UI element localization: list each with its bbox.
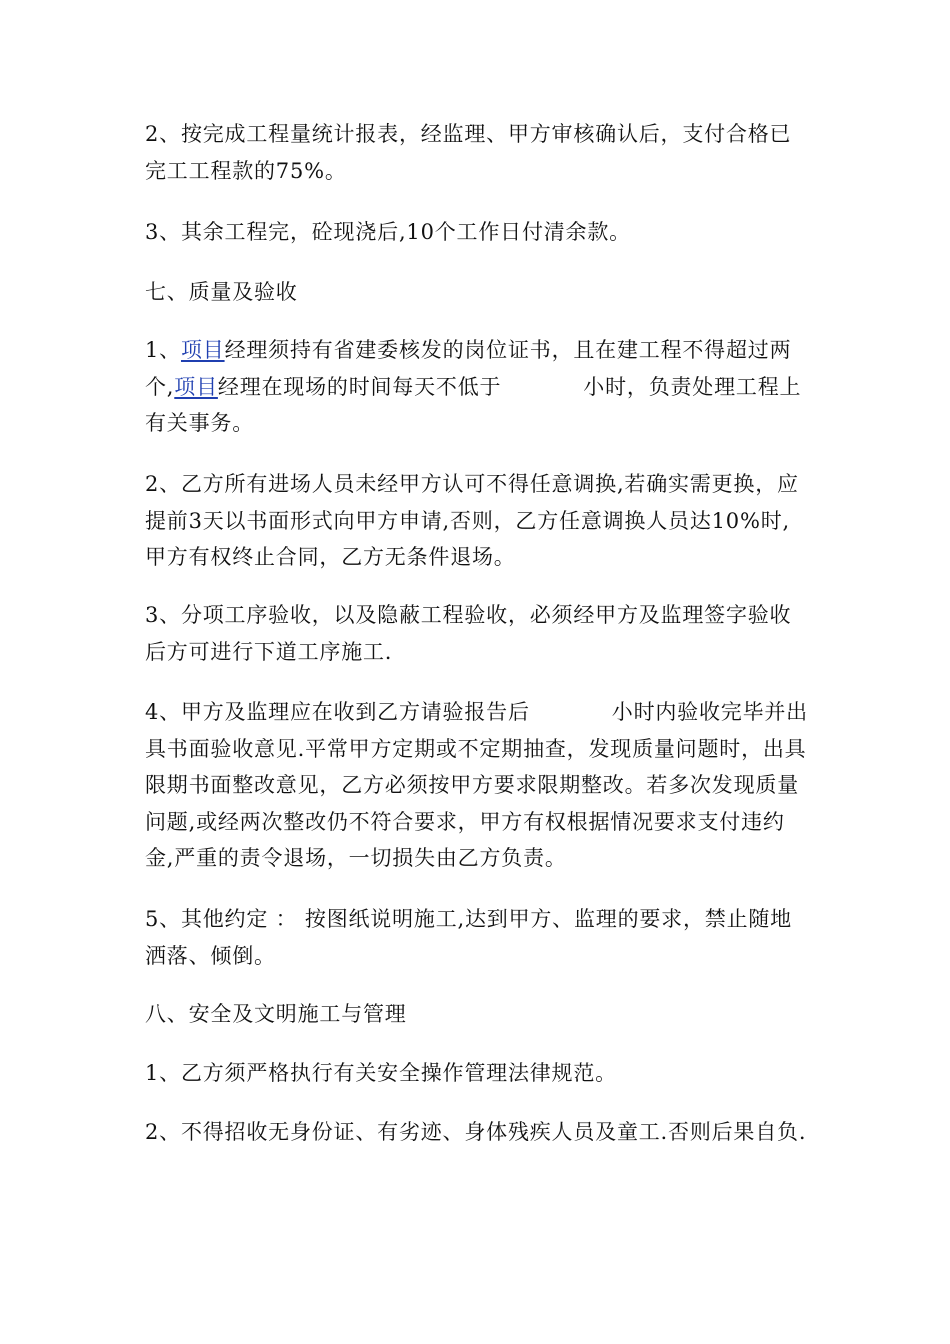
clause-text: 经理在现场的时间每天不低于	[217, 374, 502, 399]
section-7-heading: 七、质量及验收	[145, 280, 298, 304]
section-8-item-2: 2、不得招收无身份证、有劣迹、身体残疾人员及童工.否则后果自负.	[145, 1120, 807, 1144]
section-7-item-2: 2、乙方所有进场人员未经甲方认可不得任意调换,若确实需更换，应提前3天以书面形式向甲方申请,否则，乙方任意调换人员达10%时,甲方有权终止合同，乙方无条件退场。	[145, 472, 799, 569]
item-number: 1、	[145, 338, 181, 362]
payment-clause-3: 3、其余工程完，砼现浇后,10个工作日付清余款。	[145, 220, 631, 244]
clause-text: 小时内验收完毕并出具书面验收意见.平常甲方定期或不定期抽查，发现质量问题时，出具限期书面整改意见，乙方必须按甲方要求限期整改。若多次发现质量问题,或经两次整改仍不符合要求，甲方有权根据情况要求支付违约金,严重的责令退场，一切损失由乙方负责。	[145, 700, 808, 870]
section-8-item-1: 1、乙方须严格执行有关安全操作管理法律规范。	[145, 1061, 617, 1085]
clause-text: 小时，负责处理工程上有关事务。	[145, 374, 802, 435]
section-7-item-1	[145, 332, 810, 442]
payment-clause-2: 2、按完成工程量统计报表，经监理、甲方审核确认后，支付合格已完工工程款的75%。	[145, 122, 792, 183]
section-7-item-3: 3、分项工序验收，以及隐蔽工程验收，必须经甲方及监理签字验收后方可进行下道工序施工.	[145, 603, 792, 664]
section-8-heading: 八、安全及文明施工与管理	[145, 1002, 407, 1026]
clause-text: 4、甲方及监理应在收到乙方请验报告后	[145, 700, 530, 724]
project-link[interactable]: 项目	[174, 374, 218, 399]
clause-text: 经理须持有省建委核发的岗位证书，且在建工程不得超过两个,	[145, 338, 792, 399]
section-7-item-5: 5、其他约定 ： 按图纸说明施工,达到甲方、监理的要求，禁止随地洒落、倾倒。	[145, 907, 792, 968]
project-link[interactable]: 项目	[180, 338, 225, 362]
section-7-item-4	[145, 694, 810, 877]
